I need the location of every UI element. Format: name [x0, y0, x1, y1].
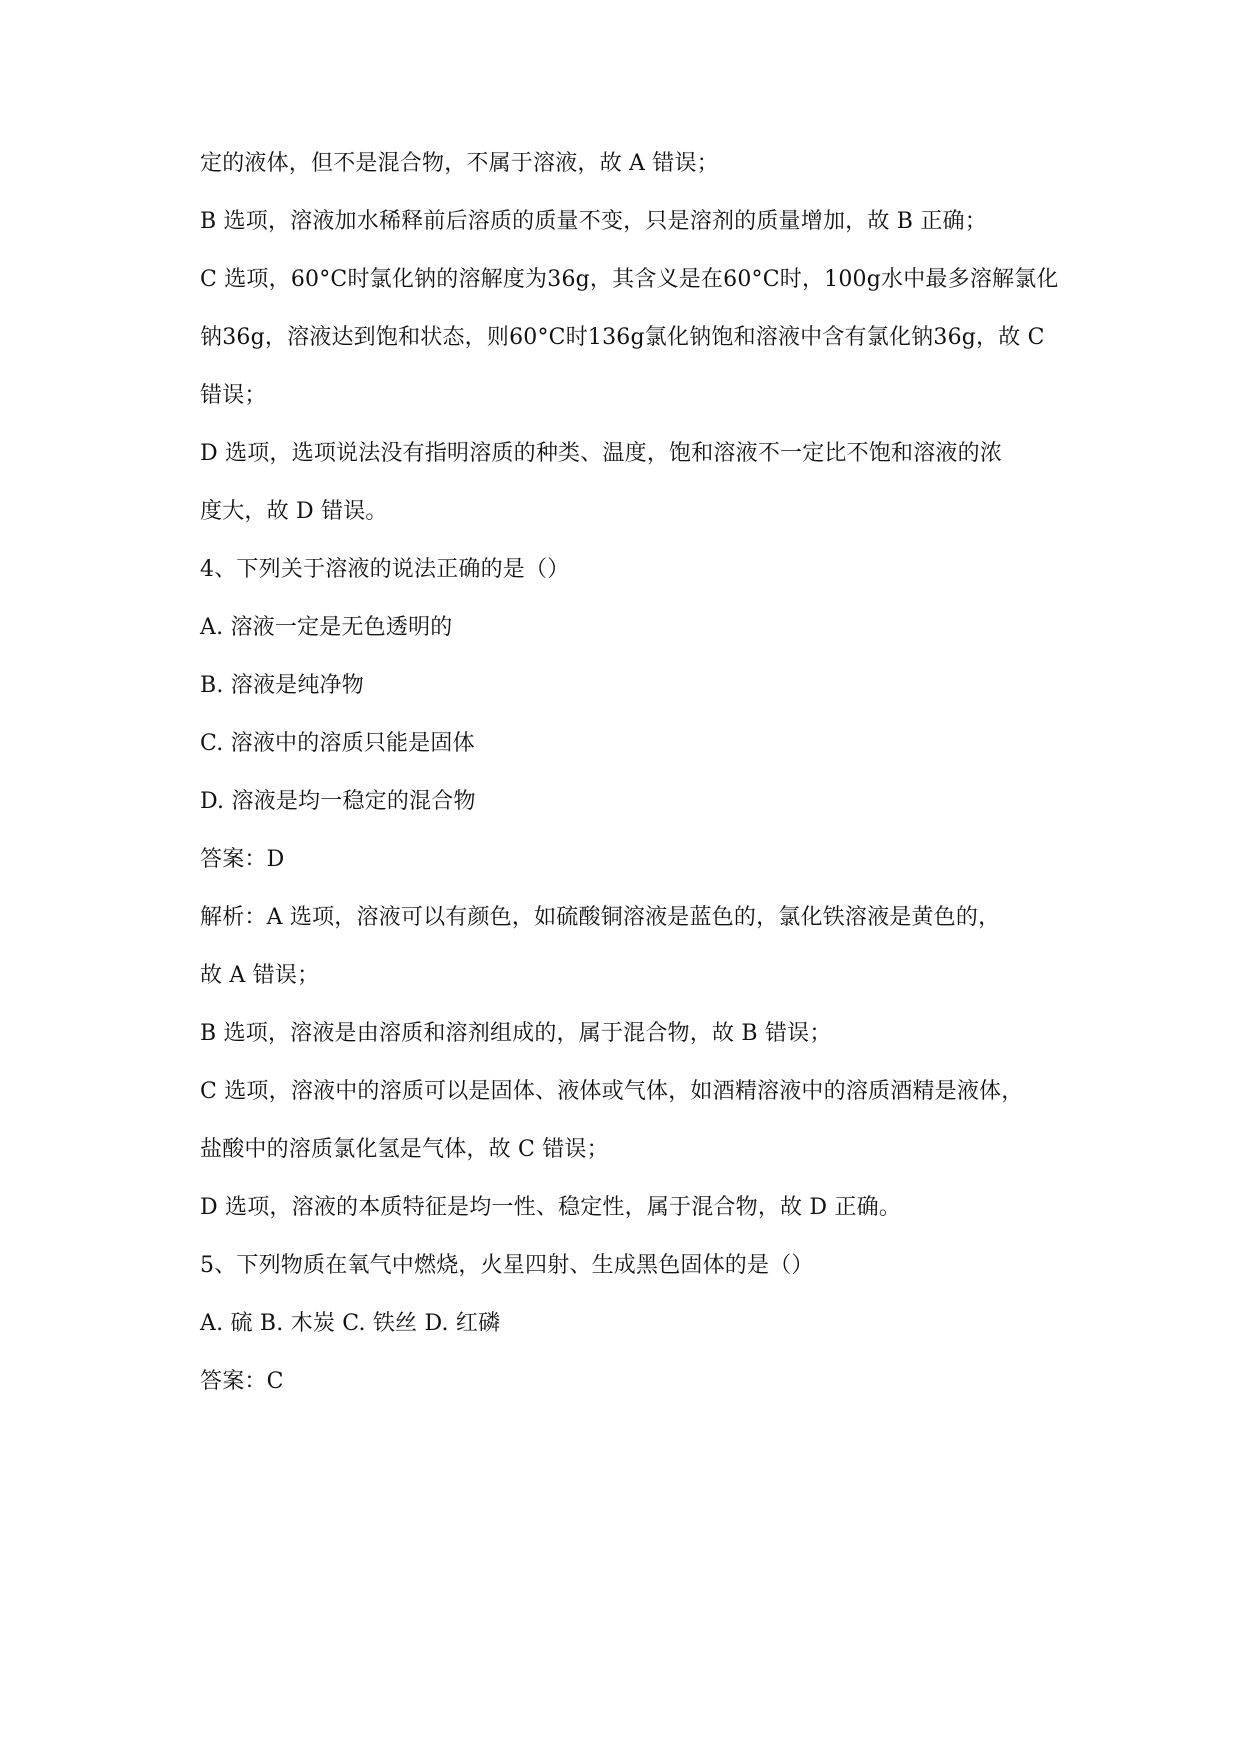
text-line: C 选项，溶液中的溶质可以是固体、液体或气体，如酒精溶液中的溶质酒精是液体，	[200, 1079, 1024, 1104]
question-4-option-b: B. 溶液是纯净物	[200, 673, 364, 698]
text-line: D 选项，溶液的本质特征是均一性、稳定性，属于混合物，故 D 正确。	[200, 1195, 902, 1220]
text-line: 故 A 错误；	[200, 963, 320, 988]
question-5-answer: 答案：C	[200, 1369, 284, 1394]
question-4: 4、下列关于溶液的说法正确的是（）	[200, 557, 570, 582]
text-line: 定的液体，但不是混合物，不属于溶液，故 A 错误；	[200, 151, 719, 176]
text-line: 钠36g，溶液达到饱和状态，则60°C时136g氯化钠饱和溶液中含有氯化钠36g，故 C	[200, 325, 1045, 350]
question-5: 5、下列物质在氧气中燃烧，火星四射、生成黑色固体的是（）	[200, 1253, 814, 1278]
question-4-answer: 答案：D	[200, 847, 285, 872]
text-line: 度大，故 D 错误。	[200, 499, 388, 524]
question-4-explanation: 解析：A 选项，溶液可以有颜色，如硫酸铜溶液是蓝色的，氯化铁溶液是黄色的，	[200, 905, 1001, 930]
text-line: C 选项，60°C时氯化钠的溶解度为36g，其含义是在60°C时，100g水中最多溶解氯化	[200, 267, 1059, 292]
question-4-option-c: C. 溶液中的溶质只能是固体	[200, 731, 475, 756]
text-line: 盐酸中的溶质氯化氢是气体，故 C 错误；	[200, 1137, 609, 1162]
text-line: B 选项，溶液加水稀释前后溶质的质量不变，只是溶剂的质量增加，故 B 正确；	[200, 209, 987, 234]
text-line: 错误；	[200, 383, 267, 408]
question-5-options: A. 硫 B. 木炭 C. 铁丝 D. 红磷	[200, 1311, 501, 1336]
question-4-option-d: D. 溶液是均一稳定的混合物	[200, 789, 476, 814]
question-4-option-a: A. 溶液一定是无色透明的	[200, 615, 453, 640]
text-line: D 选项，选项说法没有指明溶质的种类、温度，饱和溶液不一定比不饱和溶液的浓	[200, 441, 1003, 466]
text-line: B 选项，溶液是由溶质和溶剂组成的，属于混合物，故 B 错误；	[200, 1021, 832, 1046]
